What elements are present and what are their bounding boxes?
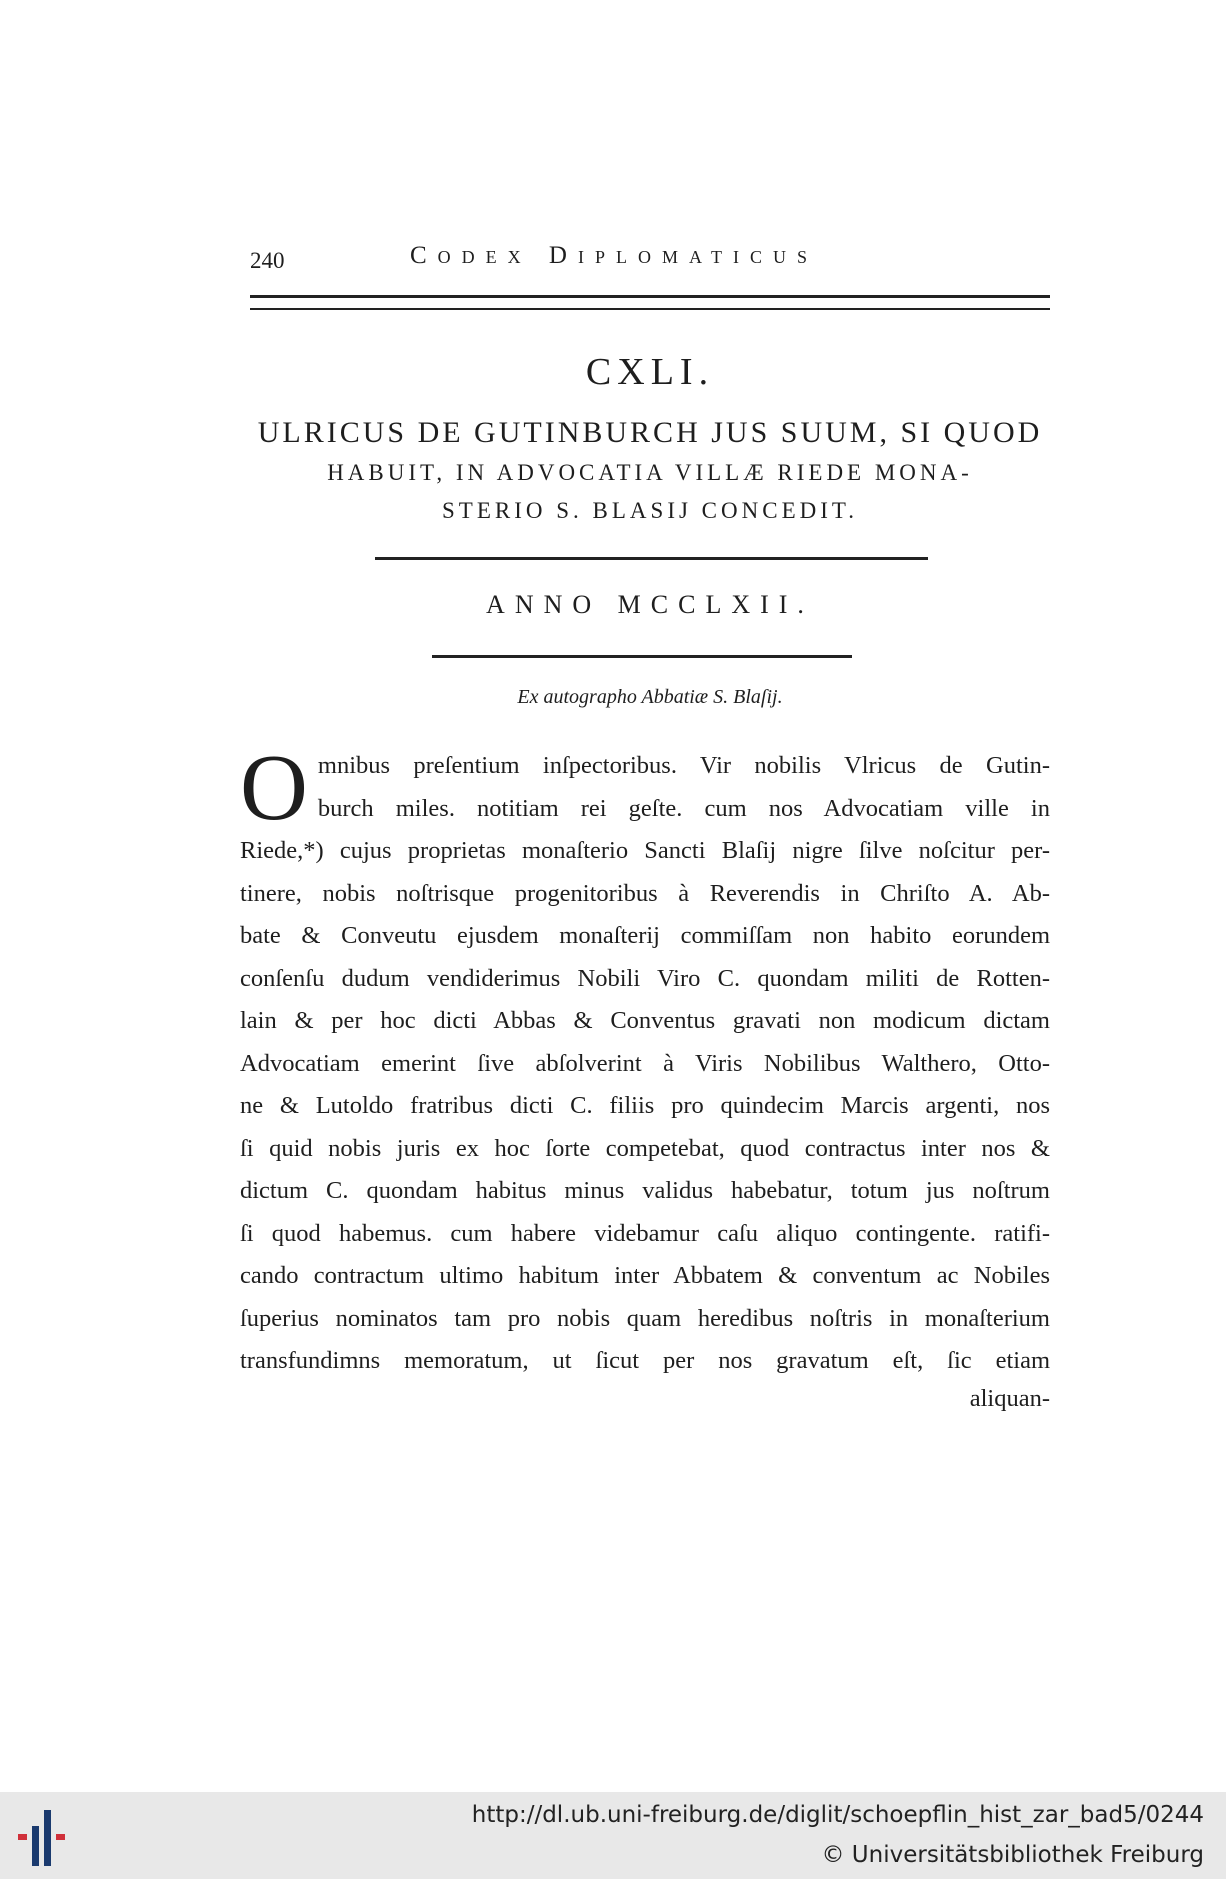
body-line: Advocatiam emerint ſive abſolverint à Viris Nobilibus Walthero, Otto- [240,1049,1050,1077]
running-head [250,242,1050,282]
drop-capital: O [240,736,308,840]
body-line: transfundimns memoratum, ut ſicut per nos gravatum eſt, ſic etiam [240,1347,1050,1374]
body-line: lain & per hoc dicti Abbas & Conventus gravati non modicum dictam [240,1007,1050,1034]
heading-rule [375,557,928,560]
charter-body [240,736,1050,1383]
body-line: burch miles. notitiam rei geſte. cum nos Advocatiam ville in [317,794,1050,822]
viewer-footer [0,1792,1226,1879]
body-line: dictum C. quondam habitus minus validus habebatur, totum jus noſtrum [240,1177,1050,1204]
charter-heading-line-2: HABUIT, IN ADVOCATIA VILLÆ RIEDE MONA- [327,460,973,485]
body-line: Riede,*) cujus proprietas monaſterio Sancti Blaſij nigre ſilve noſcitur per- [240,837,1050,864]
charter-heading-line-3: STERIO S. BLASIJ CONCEDIT. [441,498,858,523]
permalink-url[interactable]: http://dl.ub.uni-freiburg.de/diglit/schoepflin_hist_zar_bad5/0244 [471,1802,1204,1828]
body-line: mnibus preſentium inſpectoribus. Vir nobilis Vlricus de Gutin- [317,752,1050,779]
year-rule [432,655,852,658]
ub-freiburg-logo-icon [14,1806,80,1868]
body-line: tinere, nobis noſtrisque progenitoribus à Reverendis in Chriſto A. Ab- [240,879,1050,907]
header-double-rule [250,295,1050,310]
charter-source: Ex autographo Abbatiæ S. Blaſij. [517,686,783,708]
charter-heading-line-1: ULRICUS DE GUTINBURCH JUS SUUM, SI QUOD [257,416,1043,449]
body-line: ne & Lutoldo fratribus dicti C. filiis pro quindecim Marcis argenti, nos [240,1092,1050,1119]
catchword: aliquan- [969,1385,1050,1412]
charter-number: CXLI. [585,351,715,393]
body-line: conſenſu dudum vendiderimus Nobili Viro C. quondam militi de Rotten- [240,964,1050,992]
body-line: ſuperius nominatos tam pro nobis quam heredibus noſtris in monaſterium [240,1304,1050,1332]
charter-year: ANNO MCCLXII. [486,590,814,619]
body-line: ſi quid nobis juris ex hoc ſorte competebat, quod contractus inter nos & [240,1134,1050,1162]
body-line: cando contractum ultimo habitum inter Abbatem & conventum ac Nobiles [240,1262,1050,1289]
body-line: bate & Conveutu ejusdem monaſterij commiſſam non habito eorundem [240,922,1050,949]
body-line: ſi quod habemus. cum habere videbamur caſu aliquo contingente. ratifi- [240,1219,1050,1247]
running-title: Codex Diplomaticus [410,242,818,269]
copyright-notice: © Universitätsbibliothek Freiburg [821,1842,1204,1868]
page-number: 240 [250,248,285,273]
